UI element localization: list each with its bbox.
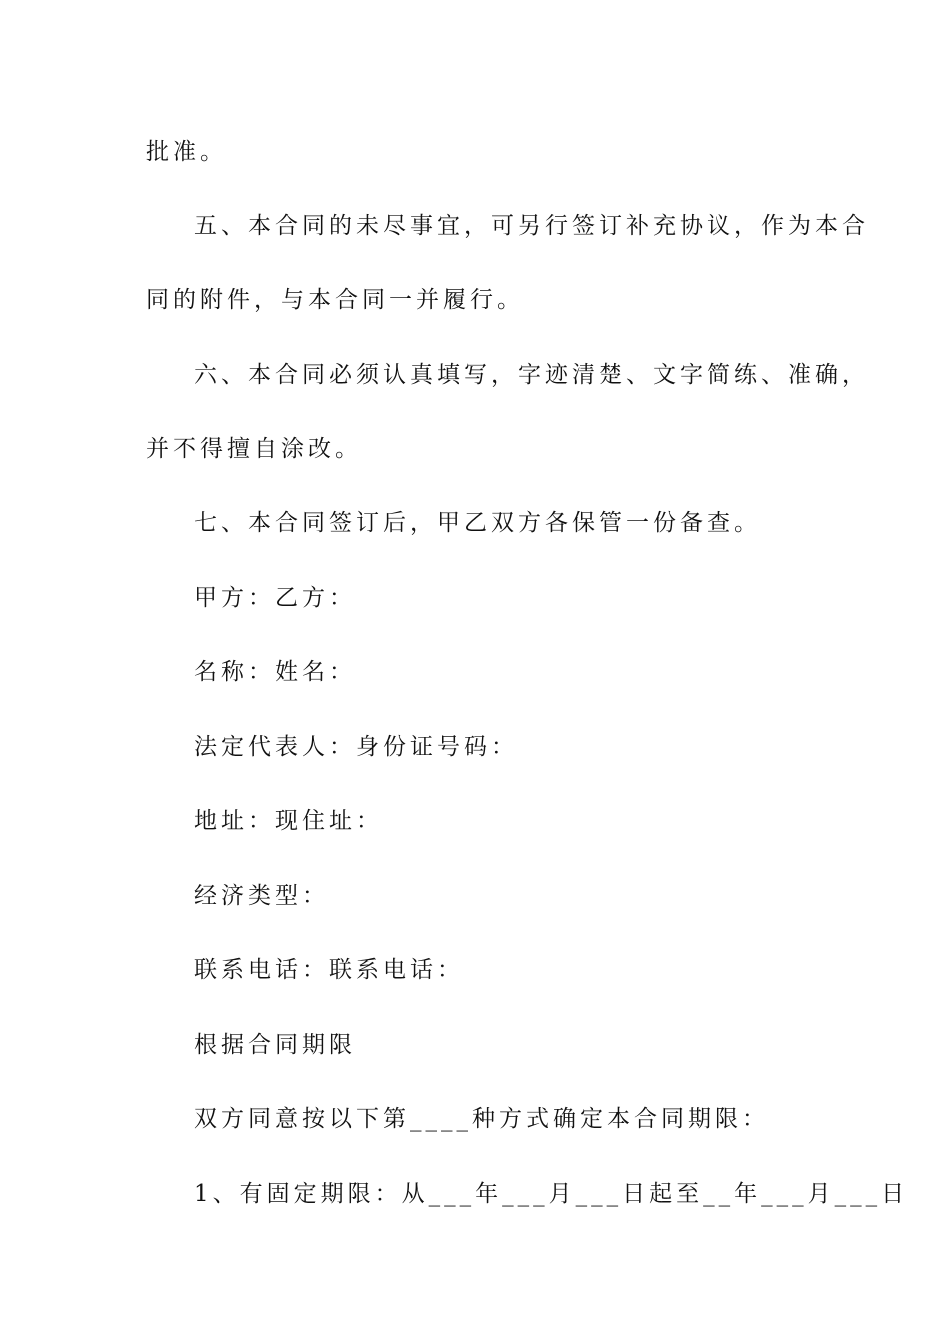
- clause-5-line-1: 五、本合同的未尽事宜，可另行签订补充协议，作为本合: [194, 213, 869, 239]
- text-line-approval: 批准。: [146, 139, 227, 165]
- clause-6-line-1: 六、本合同必须认真填写，字迹清楚、文字简练、准确，: [194, 362, 869, 388]
- address-current-address: 地址：现住址：: [194, 808, 383, 834]
- contact-phones: 联系电话：联系电话：: [194, 957, 464, 983]
- clause-5-line-2: 同的附件，与本合同一并履行。: [146, 287, 524, 313]
- clause-7: 七、本合同签订后，甲乙双方各保管一份备查。: [194, 510, 761, 536]
- economic-type: 经济类型：: [194, 883, 329, 909]
- company-name-person-name: 名称：姓名：: [194, 659, 356, 685]
- clause-6-line-2: 并不得擅自涂改。: [146, 436, 362, 462]
- contract-term-heading: 根据合同期限: [194, 1032, 356, 1058]
- term-method-statement: 双方同意按以下第____种方式确定本合同期限：: [194, 1106, 769, 1132]
- party-a-party-b-label: 甲方：乙方：: [194, 585, 356, 611]
- legal-rep-id-number: 法定代表人：身份证号码：: [194, 734, 518, 760]
- fixed-term-line: 1、有固定期限：从___年___月___日起至__年___月___日: [194, 1181, 909, 1207]
